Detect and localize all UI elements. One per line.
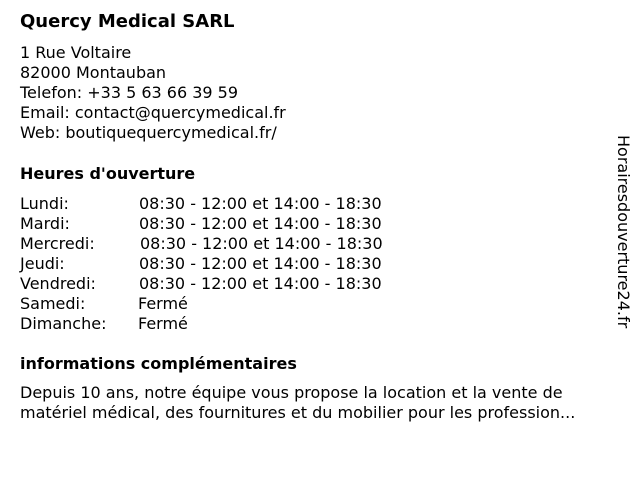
hours-row-thursday (20, 254, 480, 274)
hours-value: 08:30 - 12:00 et 14:00 - 18:30 (139, 254, 382, 273)
day-label: Mercredi: (20, 234, 95, 253)
hours-value: Fermé (138, 294, 188, 313)
hours-value: Fermé (138, 314, 188, 333)
hours-value: 08:30 - 12:00 et 14:00 - 18:30 (140, 234, 383, 253)
hours-row-monday (20, 194, 480, 214)
hours-row-saturday (20, 294, 480, 314)
opening-hours-table (20, 194, 480, 334)
website-line: Web: boutiquequercymedical.fr/ (20, 123, 277, 142)
city-line: 82000 Montauban (20, 63, 167, 82)
hours-row-wednesday (20, 234, 480, 254)
day-label: Samedi: (20, 294, 86, 313)
business-name: Quercy Medical SARL (20, 11, 235, 32)
day-label: Vendredi: (20, 274, 96, 293)
info-heading: informations complémentaires (20, 354, 297, 373)
description-line-1: Depuis 10 ans, notre équipe vous propose la location et la vente de (20, 383, 563, 402)
info-description (20, 383, 620, 423)
hours-value: 08:30 - 12:00 et 14:00 - 18:30 (139, 274, 382, 293)
business-card (20, 0, 610, 480)
hours-heading: Heures d'ouverture (20, 164, 196, 183)
email-line: Email: contact@quercymedical.fr (20, 103, 286, 122)
street-address: 1 Rue Voltaire (20, 43, 132, 62)
phone-line: Telefon: +33 5 63 66 39 59 (20, 83, 239, 102)
hours-row-friday (20, 274, 480, 294)
contact-block (20, 43, 286, 143)
watermark-text: Horairesdouverture24.fr (614, 135, 633, 329)
hours-row-sunday (20, 314, 480, 334)
hours-row-tuesday (20, 214, 480, 234)
day-label: Lundi: (20, 194, 69, 213)
hours-value: 08:30 - 12:00 et 14:00 - 18:30 (139, 194, 382, 213)
day-label: Dimanche: (20, 314, 107, 333)
site-watermark (613, 135, 633, 345)
day-label: Jeudi: (20, 254, 65, 273)
hours-value: 08:30 - 12:00 et 14:00 - 18:30 (139, 214, 382, 233)
description-line-2: matériel médical, des fournitures et du mobilier pour les profession... (20, 403, 576, 422)
day-label: Mardi: (20, 214, 70, 233)
